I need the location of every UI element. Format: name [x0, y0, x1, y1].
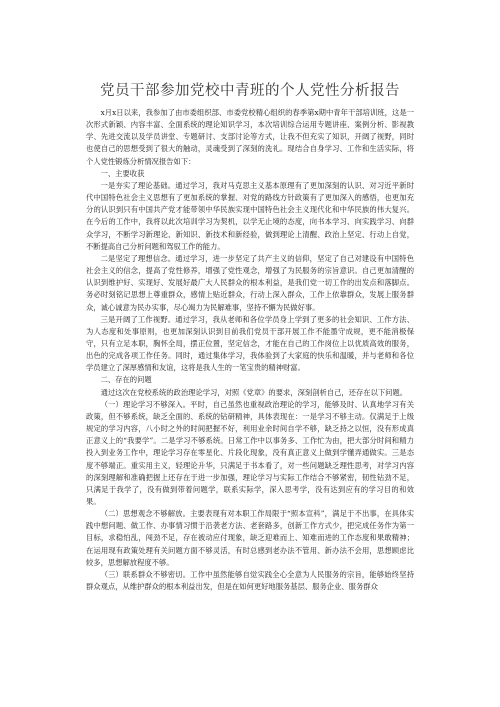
- section-heading-gains: 一、主要收获: [100, 168, 145, 178]
- paragraph-problem-3: （三）联系群众不够密切。工作中虽然能够自觉实践全心全意为人民服务的宗旨，能够始终坚持群众观点，从维护群众的根本利益出发，但是在如何更好地服务基层、服务企业、服务群众: [86, 569, 414, 592]
- section-heading-problems: 二、存在的问题: [100, 375, 152, 385]
- paragraph-problems-intro: 通过这次在党校系统的政治理论学习，对照《党章》的要求，深刻剖析自己，还存在以下问题。: [100, 387, 408, 397]
- paragraph-belief: 二是坚定了理想信念。通过学习，进一步坚定了共产主义的信仰，坚定了自己对建设有中国特色社会主义的信念，提高了党性修养，增强了党性观念，增强了为民服务的宗旨意识。自己更加清醒的认识到维护好、实现好、发展好最广大人民群众的根本利益，是我们党一切工作的出发点和落脚点。务必时刻铭记思想上尊重群众，感情上贴近群众，行动上深入群众，工作上依靠群众，发展上服务群众，诚心诚意为民办实事，尽心竭力为民解难事，坚持不懈为民做好事。: [86, 253, 414, 312]
- paragraph-problem-2: （二）思想观念不够解放。主要表现有对本职工作局限于“照本宣科”，满足于不出事，在具体实践中想问题、做工作、办事情习惯于沿袭老方法、老套路多，创新工作方式少，把完成任务作为第一目标，求稳怕乱，闯劲不足，存在被动应付现象，缺乏迎难而上、知难而进的工作态度和果敢精神；在运用现有政策处理有关问题方面不够灵活，有时总感到老办法不管用、新办法不会用，思想顾虑比较多，思想解放程度不够。: [86, 509, 414, 567]
- paragraph-problem-1: （一）理论学习不够深入。平时，自己虽然也重视政治理论的学习，能够及时、认真地学习有关政策，但不够系统，缺乏全面的、系统的钻研精神，具体表现在：一是学习不够主动。仅满足于上级规定的学习内容，八小时之外的时间把握不好，利用业余时间自学不够，缺乏持之以恒，没有形成真正意义上的“我要学”。二是学习不够系统。日常工作中以事务多、工作忙为由，把大部分时间和精力投入到业务工作中，理论学习存在零星化、片段化现象，没有真正意义上做到学懂弄通做实。三是态度不够端正。重实用主义，轻理论升华，只满足于书本看了，对一些问题缺乏理性思考，对学习内容的深刻理解和准确把握上还存在于进一步加强，理论学习与实际工作结合不够紧密，韧性钻劲不足，只满足于我学了，没有做到带着问题学，联系实际学，深入思考学，没有达到应有的学习目的和效果。: [86, 399, 414, 506]
- paragraph-theory: 一是夯实了理论基础。通过学习，我对马克思主义基本原理有了更加深刻的认识、对习近平新时代中国特色社会主义思想有了更加系统的掌握、对党的路线方针政策有了更加深入的感悟，也更加充分的认识到只有中国共产党才能带领中华民族实现中国特色社会主义现代化和中华民族的伟大复兴。在今后的工作中，我将以此次培训学习为契机，以学无止境的态度，向书本学习、向实践学习、向群众学习，不断学习新理论、新知识、新技术和新经验，做到理论上清醒、政治上坚定、行动上自觉，不断提高自己分析问题和驾驭工作的能力。: [86, 180, 414, 251]
- paragraph-vision: 三是开阔了工作视野。通过学习，我从老师和各位学员身上学到了更多的社会知识、工作方法、为人态度和处事原则，也更加深刻认识到目前我们党员干部开展工作不能墨守成规，更不能消极保守，只有立足本职，胸怀全局，摆正位置，坚定信念，才能在自己的工作岗位上以优质高效的服务，出色的完成各项工作任务。同时，通过集体学习，我体验到了大家庭的快乐和温暖，并与老师和各位学员建立了深厚感情和友谊，这将是我人生的一笔宝贵的精神财富。: [86, 314, 414, 373]
- document-title: 党员干部参加党校中青班的个人党性分析报告: [100, 83, 400, 99]
- document-body: [86, 107, 414, 593]
- intro-paragraph: x月x日以来，我参加了由市委组织部、市委党校精心组织的春季第x期中青年干部培训班，这是一次形式新颖、内容丰富、全面系统的理论知识学习，本次培训综合运用专题讲座、案例分析、影视教学、先进交流以及学员讲堂、专题研讨、支部讨论等方式，让我不但充实了知识，开阔了视野，同时也使自己的思想受到了很大的触动，灵魂受到了深刻的洗礼。现结合自身学习、工作和生活实际，将个人党性锻炼分析情况报告如下：: [86, 108, 414, 166]
